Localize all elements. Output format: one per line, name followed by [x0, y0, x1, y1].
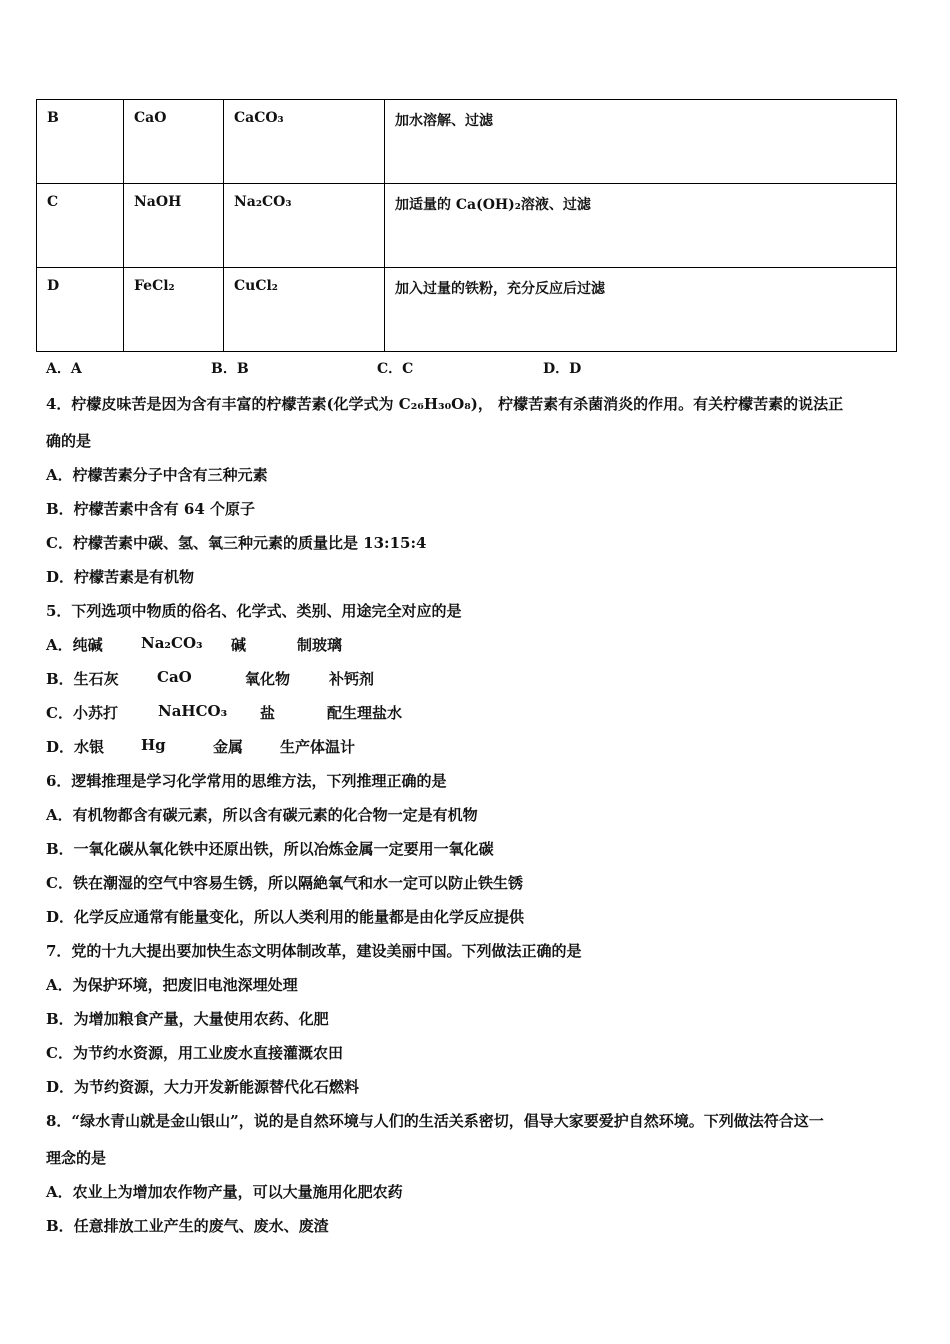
- q4-option-b[interactable]: B．柠檬苦素中含有 64 个原子: [46, 500, 255, 518]
- q3-choices: [46, 358, 906, 378]
- q6-option-b[interactable]: B．一氧化碳从氧化铁中还原出铁，所以冶炼金属一定要用一氧化碳: [46, 840, 494, 858]
- q6-stem: 6．逻辑推理是学习化学常用的思维方法，下列推理正确的是: [46, 772, 447, 790]
- table-row: [37, 100, 897, 184]
- formula: CaO: [157, 668, 192, 686]
- q7-option-b[interactable]: B．为增加粮食产量，大量使用农药、化肥: [46, 1010, 329, 1028]
- q4-stem-line2: 确的是: [46, 432, 92, 450]
- q7-option-d[interactable]: D．为节约资源，大力开发新能源替代化石燃料: [46, 1078, 360, 1096]
- q5-option-a[interactable]: [46, 634, 343, 655]
- use: 补钙剂: [329, 670, 375, 688]
- q7-option-c[interactable]: C．为节约水资源，用工业废水直接灌溉农田: [46, 1044, 343, 1062]
- label: A．纯碱: [46, 636, 103, 654]
- choice-c[interactable]: C．C: [377, 361, 414, 377]
- impurity-cell: Na₂CO₃: [224, 184, 385, 268]
- category: 金属: [213, 738, 244, 756]
- method-cell: 加水溶解、过滤: [385, 100, 897, 184]
- category: 碱: [231, 636, 247, 654]
- q4-stem-line1: 4．柠檬皮味苦是因为含有丰富的柠檬苦素(化学式为 C₂₆H₃₀O₈)， 柠檬苦素有杀菌消炎的作用。有关柠檬苦素的说法正: [46, 395, 844, 413]
- q7-option-a[interactable]: A．为保护环境，把废旧电池深埋处理: [46, 976, 298, 994]
- q4-option-d[interactable]: D．柠檬苦素是有机物: [46, 568, 195, 586]
- q6-option-a[interactable]: A．有机物都含有碳元素，所以含有碳元素的化合物一定是有机物: [46, 806, 478, 824]
- substance-cell: NaOH: [124, 184, 224, 268]
- use: 配生理盐水: [327, 704, 403, 722]
- q5-option-b[interactable]: [46, 668, 375, 689]
- label: D．水银: [46, 738, 105, 756]
- use: 生产体温计: [280, 738, 356, 756]
- q5-stem: 5．下列选项中物质的俗名、化学式、类别、用途完全对应的是: [46, 602, 462, 620]
- formula: Na₂CO₃: [141, 634, 203, 652]
- q6-option-c[interactable]: C．铁在潮湿的空气中容易生锈，所以隔絶氧气和水一定可以防止铁生锈: [46, 874, 523, 892]
- option-cell: C: [37, 184, 124, 268]
- q4-option-a[interactable]: A．柠檬苦素分子中含有三种元素: [46, 466, 268, 484]
- choice-d[interactable]: D．D: [543, 361, 582, 377]
- use: 制玻璃: [297, 636, 343, 654]
- q6-option-d[interactable]: D．化学反应通常有能量变化，所以人类利用的能量都是由化学反应提供: [46, 908, 525, 926]
- q8-stem-line2: 理念的是: [46, 1149, 107, 1167]
- option-cell: B: [37, 100, 124, 184]
- method-cell: 加入过量的铁粉，充分反应后过滤: [385, 268, 897, 352]
- q8-option-a[interactable]: A．农业上为增加农作物产量，可以大量施用化肥农药: [46, 1183, 403, 1201]
- q5-option-c[interactable]: [46, 702, 403, 723]
- choice-b[interactable]: B．B: [211, 361, 249, 377]
- impurity-cell: CuCl₂: [224, 268, 385, 352]
- category: 盐: [260, 704, 276, 722]
- q5-option-d[interactable]: [46, 736, 356, 757]
- label: C．小苏打: [46, 704, 118, 722]
- purification-table: [36, 99, 897, 352]
- formula: NaHCO₃: [158, 702, 228, 720]
- choice-a[interactable]: A．A: [46, 361, 82, 377]
- q8-option-b[interactable]: B．任意排放工业产生的废气、废水、废渣: [46, 1217, 329, 1235]
- label: B．生石灰: [46, 670, 119, 688]
- substance-cell: CaO: [124, 100, 224, 184]
- category: 氧化物: [245, 670, 291, 688]
- substance-cell: FeCl₂: [124, 268, 224, 352]
- method-cell: 加适量的 Ca(OH)₂溶液、过滤: [385, 184, 897, 268]
- option-cell: D: [37, 268, 124, 352]
- table-row: [37, 268, 897, 352]
- impurity-cell: CaCO₃: [224, 100, 385, 184]
- table-row: [37, 184, 897, 268]
- q8-stem-line1: 8．“绿水青山就是金山银山”，说的是自然环境与人们的生活关系密切，倡导大家要爱护自然环境。下列做法符合这一: [46, 1112, 824, 1130]
- q4-option-c[interactable]: C．柠檬苦素中碳、氢、氧三种元素的质量比是 13:15:4: [46, 534, 427, 552]
- q7-stem: 7．党的十九大提出要加快生态文明体制改革，建设美丽中国。下列做法正确的是: [46, 942, 582, 960]
- formula: Hg: [141, 736, 166, 754]
